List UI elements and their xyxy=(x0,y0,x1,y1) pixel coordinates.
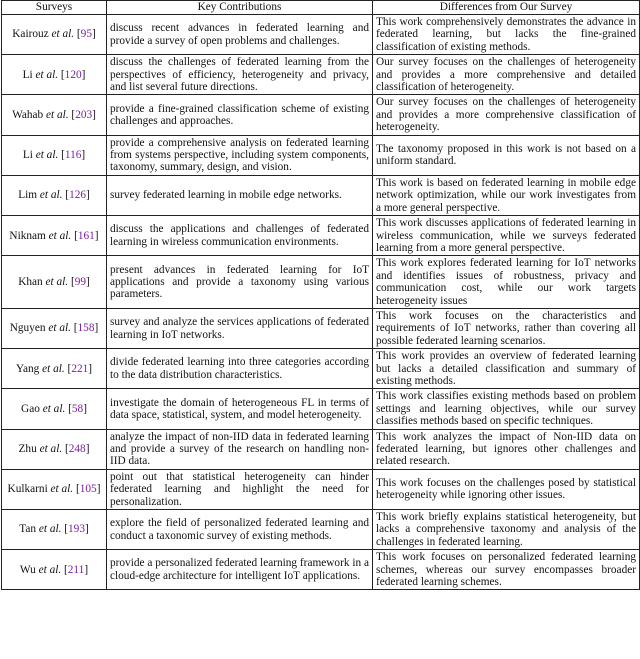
header-row xyxy=(2,1,640,15)
table-row xyxy=(2,15,640,55)
survey-author: Yang xyxy=(15,362,40,375)
key-contribution-cell: discuss recent advances in federated learning and provide a survey of open problems and challenges. xyxy=(107,15,373,55)
table-row xyxy=(2,256,640,309)
survey-cell: Kulkarni et al. [105] xyxy=(2,469,107,509)
difference-cell: This work comprehensively demonstrates the advance in federated learning, but lacks the fine-grained classification of existing methods. xyxy=(373,15,640,55)
citation-link[interactable]: 221 xyxy=(71,362,89,375)
survey-author: Kairouz xyxy=(12,28,49,41)
survey-etal: et al. xyxy=(38,563,62,576)
survey-cell: Khan et al. [99] xyxy=(2,256,107,309)
key-contribution-cell: provide a fine-grained classification scheme of existing challenges and approaches. xyxy=(107,95,373,135)
difference-cell: This work analyzes the impact of Non-IID data on federated learning, but ignores other challenges and related research. xyxy=(373,429,640,469)
table-row xyxy=(2,55,640,95)
key-contribution-cell: present advances in federated learning for IoT applications and provide a taxonomy using various parameters. xyxy=(107,256,373,309)
citation-link[interactable]: 126 xyxy=(69,189,87,202)
table-body xyxy=(2,15,640,590)
survey-author: Wahab xyxy=(12,108,44,121)
citation-link[interactable]: 158 xyxy=(77,322,95,335)
survey-etal: et al. xyxy=(42,402,66,415)
survey-cell: Nguyen et al. [158] xyxy=(2,308,107,348)
table-header xyxy=(2,1,640,15)
survey-author: Nguyen xyxy=(9,322,46,335)
survey-etal: et al. xyxy=(42,362,65,375)
key-contribution-cell: survey federated learning in mobile edge networks. xyxy=(107,175,373,215)
difference-cell: Our survey focuses on the challenges of heterogeneity and provides a more comprehensive and detailed classification of heterogeneity. xyxy=(373,55,640,95)
citation-link[interactable]: 116 xyxy=(64,149,82,162)
survey-etal: et al. xyxy=(46,108,69,121)
survey-author: Lim xyxy=(18,189,38,202)
difference-cell: This work explores federated learning for IoT networks and identifies issues of robustness, privacy and communication cost, while our work targets heterogeneity issues xyxy=(373,256,640,309)
table-row xyxy=(2,550,640,590)
key-contribution-cell: provide a personalized federated learning framework in a cloud-edge architecture for intelligent IoT applications. xyxy=(107,550,373,590)
survey-etal: et al. xyxy=(50,483,74,496)
survey-author: Khan xyxy=(18,275,43,288)
table-row xyxy=(2,429,640,469)
survey-cell: Zhu et al. [248] xyxy=(2,429,107,469)
citation-link[interactable]: 120 xyxy=(64,68,82,81)
citation-link[interactable]: 58 xyxy=(71,402,84,415)
survey-cell: Wahab et al. [203] xyxy=(2,95,107,135)
survey-cell: Li et al. [120] xyxy=(2,55,107,95)
survey-cell: Yang et al. [221] xyxy=(2,349,107,389)
survey-cell: Li et al. [116] xyxy=(2,135,107,175)
difference-cell: This work is based on federated learning in mobile edge network optimization, while our work investigates from a more general perspective. xyxy=(373,175,640,215)
survey-etal: et al. xyxy=(48,322,71,335)
survey-etal: et al. xyxy=(45,275,69,288)
survey-etal: et al. xyxy=(39,189,63,202)
difference-cell: This work briefly explains statistical heterogeneity, but lacks a comprehensive taxonomy and analysis of the challenges in federated learning. xyxy=(373,510,640,550)
survey-author: Li xyxy=(22,68,33,81)
survey-author: Zhu xyxy=(18,443,37,455)
table-row xyxy=(2,469,640,509)
difference-cell: This work focuses on personalized federated learning schemes, whereas our survey encompasses broader federated learning schemes. xyxy=(373,550,640,590)
survey-etal: et al. xyxy=(35,149,59,162)
survey-etal: et al. xyxy=(48,229,72,242)
table-row xyxy=(2,389,640,429)
difference-cell: This work classifies existing methods based on problem settings and learning objectives, while our survey classifies methods based on specific techniques. xyxy=(373,389,640,429)
survey-etal: et al. xyxy=(51,28,75,41)
survey-cell: Niknam et al. [161] xyxy=(2,216,107,256)
survey-cell: Lim et al. [126] xyxy=(2,175,107,215)
survey-cell: Tan et al. [193] xyxy=(2,510,107,550)
citation-link[interactable]: 105 xyxy=(79,483,97,496)
difference-cell: This work provides an overview of federated learning but lacks a detailed classification and summary of existing methods. xyxy=(373,349,640,389)
citation-link[interactable]: 203 xyxy=(75,108,93,121)
key-contribution-cell: discuss the challenges of federated learning from the perspectives of efficiency, heterogeneity and privacy, and list several future directions. xyxy=(107,55,373,95)
survey-cell: Gao et al. [58] xyxy=(2,389,107,429)
citation-link[interactable]: 211 xyxy=(67,563,85,576)
table-row xyxy=(2,510,640,550)
key-contribution-cell: investigate the domain of heterogeneous FL in terms of data space, statistical, system, and model heterogeneity. xyxy=(107,389,373,429)
difference-cell: Our survey focuses on the challenges of heterogeneity and provides a more comprehensive classification of heterogeneity. xyxy=(373,95,640,135)
table-row xyxy=(2,95,640,135)
key-contribution-cell: discuss the applications and challenges of federated learning in wireless communication environments. xyxy=(107,216,373,256)
survey-author: Kulkarni xyxy=(7,483,48,496)
citation-link[interactable]: 248 xyxy=(68,443,86,455)
difference-cell: This work discusses applications of federated learning in wireless communication, while we surveys federated learning from a more general perspective. xyxy=(373,216,640,256)
survey-author: Niknam xyxy=(9,229,46,242)
survey-etal: et al. xyxy=(38,523,62,536)
survey-author: Li xyxy=(22,149,33,162)
key-contribution-cell: survey and analyze the services applications of federated learning in IoT networks. xyxy=(107,308,373,348)
key-contribution-cell: analyze the impact of non-IID data in federated learning and provide a survey of the research on handling non-IID data. xyxy=(107,429,373,469)
survey-etal: et al. xyxy=(39,443,63,455)
table-row xyxy=(2,308,640,348)
citation-link[interactable]: 99 xyxy=(74,275,87,288)
table-row xyxy=(2,216,640,256)
table-row xyxy=(2,349,640,389)
key-contribution-cell: divide federated learning into three categories according to the data distribution characteristics. xyxy=(107,349,373,389)
comparison-table xyxy=(1,0,640,590)
key-contribution-cell: provide a comprehensive analysis on federated learning from systems perspective, including system components, taxonomy, summary, design, and vision. xyxy=(107,135,373,175)
table-row xyxy=(2,135,640,175)
difference-cell: This work focuses on the challenges posed by statistical heterogeneity while ignoring other issues. xyxy=(373,469,640,509)
header-differences: Differences from Our Survey xyxy=(373,1,640,15)
key-contribution-cell: point out that statistical heterogeneity can hinder federated learning and highlight the need for personalization. xyxy=(107,469,373,509)
survey-cell: Kairouz et al. [95] xyxy=(2,15,107,55)
survey-author: Tan xyxy=(19,523,37,536)
citation-link[interactable]: 193 xyxy=(68,523,85,536)
citation-link[interactable]: 161 xyxy=(77,229,95,242)
survey-cell: Wu et al. [211] xyxy=(2,550,107,590)
citation-link[interactable]: 95 xyxy=(80,28,92,41)
survey-etal: et al. xyxy=(35,68,59,81)
survey-author: Gao xyxy=(21,402,40,415)
header-surveys: Surveys xyxy=(2,1,107,15)
header-key-contributions: Key Contributions xyxy=(107,1,373,15)
difference-cell: The taxonomy proposed in this work is not based on a uniform standard. xyxy=(373,135,640,175)
survey-author: Wu xyxy=(19,563,36,576)
table-row xyxy=(2,175,640,215)
key-contribution-cell: explore the field of personalized federated learning and conduct a taxonomic survey of existing methods. xyxy=(107,510,373,550)
difference-cell: This work focuses on the characteristics and requirements of IoT networks, rather than covering all possible federated learning scenarios. xyxy=(373,308,640,348)
